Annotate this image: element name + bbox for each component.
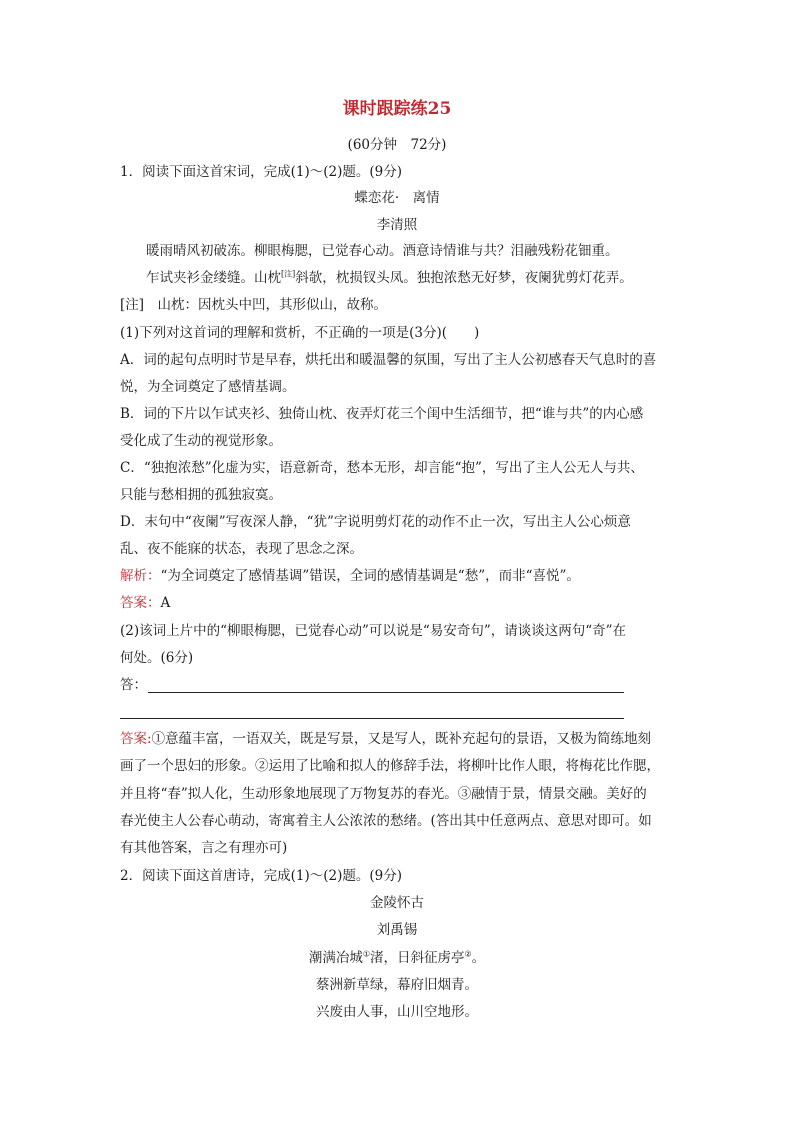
answer-1-label: 答案：: [120, 595, 161, 611]
page-title: 课时跟踪练25: [342, 99, 452, 119]
note-marker: [注]: [281, 269, 296, 279]
footnote-marker-1: ①: [362, 949, 370, 959]
question-2-stem: 2．阅读下面这首唐诗，完成(1)～(2)题。(9分): [120, 868, 402, 884]
answer-line-1: [148, 692, 624, 693]
poem-2-author: 刘禹锡: [376, 922, 418, 938]
answer-2-line-2: 画了一个思妇的形象。②运用了比喻和拟人的修辞手法，将柳叶比作人眼，将梅花比作腮，: [120, 758, 660, 774]
analysis-label: 解析：: [120, 568, 161, 584]
poem-2-title: 金陵怀古: [370, 895, 424, 911]
sub-question-2-line-2: 何处。(6分): [120, 650, 194, 666]
poem-1-note: [注] 山枕：因枕头中凹，其形似山，故称。: [120, 297, 388, 313]
option-b-line-1: B．词的下片以乍试夹衫、独倚山枕、夜弄灯花三个闺中生活细节，把“谁与共”的内心感: [120, 406, 644, 422]
answer-1-value: A: [160, 595, 171, 611]
answer-2-text-1: ①意蕴丰富，一语双关，既是写景，又是写人，既补充起句的景语，又极为简练地刻: [151, 731, 652, 747]
poem-2-line-3: 兴废由人事，山川空地形。: [316, 1004, 478, 1020]
poem-1-author: 李清照: [376, 217, 418, 233]
option-a-line-2: 悦，为全词奠定了感情基调。: [120, 379, 296, 395]
poem-1-line-2a: 乍试夹衫金缕缝。山枕: [146, 270, 281, 286]
poem-2-line-1b: 渚，日斜征虏亭: [370, 950, 465, 966]
poem-2-line-2: 蔡洲新草绿，幕府旧烟青。: [316, 977, 478, 993]
time-score: (60分钟 72分): [347, 137, 447, 153]
sub-question-1-stem: (1)下列对这首词的理解和赏析，不正确的一项是(3分)( ): [120, 325, 480, 341]
analysis-text: “为全词奠定了感情基调”错误，全词的感情基调是“愁”，而非“喜悦”。: [160, 568, 580, 584]
poem-1-title: 蝶恋花· 离情: [354, 190, 440, 206]
analysis: [120, 568, 580, 584]
poem-2-line-1a: 潮满冶城: [308, 950, 363, 966]
option-d-line-2: 乱、夜不能寐的状态，表现了思念之深。: [120, 541, 363, 557]
answer-1: [120, 595, 170, 611]
sub-question-2-line-1: (2)该词上片中的“柳眼梅腮，已觉春心动”可以说是“易安奇句”，请谈谈这两句“奇”在: [120, 623, 627, 639]
poem-2-line-1: [0, 950, 794, 966]
answer-2-line-3: 并且将“春”拟人化，生动形象地展现了万物复苏的春光。③融情于景，情景交融。美好的: [120, 786, 647, 802]
answer-2-label: 答案:: [120, 731, 152, 747]
poem-2-line-1c: 。: [471, 950, 486, 966]
answer-2-line-4: 春光使主人公春心萌动，寄寓着主人公浓浓的愁绪。(答出其中任意两点、意思对即可。如: [120, 813, 652, 829]
poem-1-line-2b: 斜欹，枕损钗头凤。独抱浓愁无好梦，夜阑犹剪灯花弄。: [295, 270, 633, 286]
option-c-line-1: C．“独抱浓愁”化虚为实，语意新奇，愁本无形，却言能“抱”，写出了主人公无人与共、: [120, 460, 644, 476]
option-b-line-2: 受化成了生动的视觉形象。: [120, 433, 282, 449]
option-a-line-1: A．词的起句点明时节是早春，烘托出和暖温馨的氛围，写出了主人公初感春天气息时的喜: [120, 352, 657, 368]
answer-line-2: [120, 718, 624, 719]
answer-2-line-1: [120, 731, 651, 747]
option-c-line-2: 只能与愁相拥的孤独寂寞。: [120, 487, 282, 503]
answer-prompt: 答：: [120, 677, 147, 693]
poem-1-line-2: [146, 270, 633, 286]
option-d-line-1: D．末句中“夜阑”写夜深人静，“犹”字说明剪灯花的动作不止一次，写出主人公心烦意: [120, 514, 631, 530]
answer-2-line-5: 有其他答案，言之有理亦可): [120, 840, 288, 856]
question-1-stem: 1．阅读下面这首宋词，完成(1)～(2)题。(9分): [120, 164, 402, 180]
poem-1-line-1: 暖雨晴风初破冻。柳眼梅腮，已觉春心动。酒意诗情谁与共？泪融残粉花钿重。: [146, 243, 619, 259]
footnote-marker-2: ②: [464, 949, 472, 959]
